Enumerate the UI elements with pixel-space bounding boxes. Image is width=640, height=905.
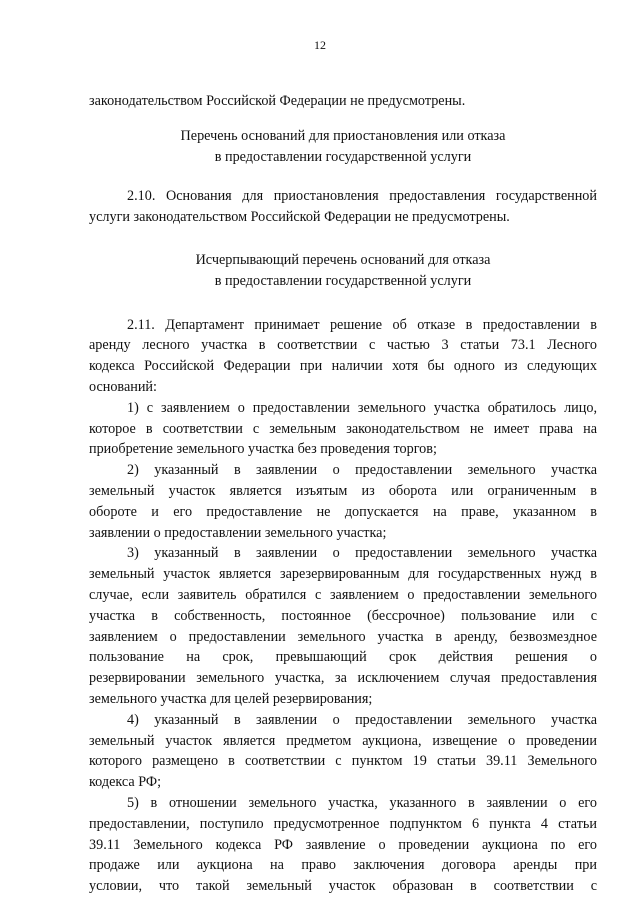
text-line: 3) указанный в заявлении о предоставлении земельного участка (127, 545, 597, 562)
text-line: кодекса РФ; (89, 774, 162, 791)
heading-line: в предоставлении государственной услуги (214, 148, 472, 165)
heading-line: в предоставлении государственной услуги (214, 272, 472, 289)
list-item-1 (89, 398, 597, 460)
text-line: аренду лесного участка в соответствии с частью 3 статьи 73.1 Лесного (89, 337, 597, 354)
text-line: 39.11 Земельного кодекса РФ заявление о проведении аукциона по его (89, 836, 597, 853)
text-line: заявлении о предоставлении земельного участка; (89, 524, 387, 541)
text-line: услуги законодательством Российской Федерации не предусмотрены. (89, 209, 510, 226)
list-item-5 (89, 793, 597, 897)
text-line: 4) указанный в заявлении о предоставлении земельного участка (127, 711, 597, 728)
text-line: оснований: (89, 378, 157, 395)
text-line: случае, если заявитель обратился с заявлением о предоставлении земельного (89, 586, 597, 603)
text-line: приобретение земельного участка без проведения торгов; (89, 441, 437, 458)
text-line: 2) указанный в заявлении о предоставлении земельного участка (127, 462, 597, 479)
text-line: заявлением о предоставлении земельного участка в аренду, безвозмездное (89, 628, 597, 645)
text-line: земельного участка для целей резервирования; (89, 690, 373, 707)
text-line: резервировании земельного участка, за исключением случая предоставления (89, 670, 597, 687)
section-heading-refusal (89, 250, 597, 292)
paragraph-2-10 (89, 186, 597, 228)
text-line: которое в соответствии с земельным законодательством не имеет права на (89, 420, 597, 437)
text-line: обороте и его предоставление не допускается на праве, указанном в (89, 503, 597, 520)
text-line: земельный участок является предметом аукциона, извещение о проведении (89, 732, 597, 749)
text-line: которого размещено в соответствии с пунктом 19 статьи 39.11 Земельного (89, 753, 597, 770)
text-line: земельный участок является изъятым из оборота или ограниченным в (89, 482, 597, 499)
text-line: законодательством Российской Федерации не предусмотрены. (89, 93, 466, 109)
text-line: продаже или аукциона на право заключения договора аренды при (89, 857, 597, 874)
page-number: 12 (314, 38, 326, 52)
text-line: пользование на срок, превышающий срок действия решения о (89, 649, 597, 666)
heading-line: Перечень оснований для приостановления или отказа (180, 127, 506, 144)
section-heading-suspension (89, 126, 597, 168)
heading-line: Исчерпывающий перечень оснований для отказа (195, 251, 491, 268)
text-line: условии, что такой земельный участок образован в соответствии с (89, 878, 597, 895)
paragraph-2-11 (89, 315, 597, 398)
list-item-3 (89, 543, 597, 709)
text-line: 1) с заявлением о предоставлении земельного участка обратилось лицо, (127, 399, 597, 416)
paragraph-continuation (89, 91, 597, 112)
list-item-2 (89, 460, 597, 543)
text-line: кодекса Российской Федерации при наличии хотя бы одного из следующих (89, 358, 597, 375)
text-line: 2.11. Департамент принимает решение об отказе в предоставлении в (127, 316, 597, 333)
text-line: 2.10. Основания для приостановления предоставления государственной (127, 188, 597, 205)
document-body (89, 91, 597, 897)
text-line: 5) в отношении земельного участка, указанного в заявлении о его (127, 794, 597, 811)
list-item-4 (89, 710, 597, 793)
text-line: участка в собственность, постоянное (бессрочное) пользование или с (89, 607, 597, 624)
text-line: предоставлении, поступило предусмотренное подпунктом 6 пункта 4 статьи (89, 815, 597, 832)
text-line: земельный участок является зарезервированным для государственных нужд в (89, 566, 597, 583)
